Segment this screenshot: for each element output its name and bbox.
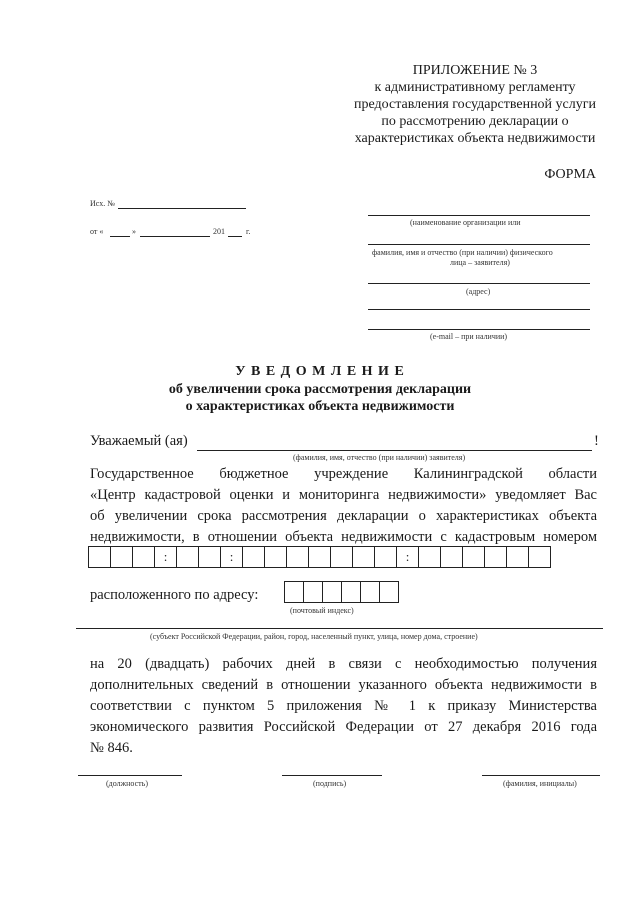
date-year-field[interactable]: [228, 236, 242, 237]
cadastral-cell[interactable]: [352, 546, 374, 568]
appendix-line: по рассмотрению декларации о: [381, 114, 569, 129]
address-field[interactable]: [368, 283, 590, 284]
position-field[interactable]: [78, 775, 182, 776]
outgoing-ref-label: Исх. №: [90, 199, 115, 208]
postal-code-cells[interactable]: [284, 581, 399, 603]
outgoing-ref-field[interactable]: [118, 208, 246, 209]
appendix-line: предоставления государственной услуги: [354, 97, 596, 112]
postal-cell[interactable]: [303, 581, 322, 603]
signature-caption: (подпись): [313, 779, 347, 788]
applicant-caption-2: лица – заявителя): [450, 258, 510, 267]
cadastral-cell[interactable]: [242, 546, 264, 568]
address-label: расположенного по адресу:: [90, 587, 259, 603]
closing-line: на 20 (двадцать) рабочих дней в связи с необходимостью получения: [90, 656, 597, 672]
name-field[interactable]: [482, 775, 600, 776]
postal-cell[interactable]: [360, 581, 379, 603]
appendix-line: характеристиках объекта недвижимости: [354, 131, 596, 146]
closing-line: соответствии с пунктом 5 приложения № 1 к приказу Министерства: [90, 698, 597, 714]
email-caption: (e-mail – при наличии): [430, 332, 508, 341]
cadastral-cell[interactable]: [132, 546, 154, 568]
cadastral-separator: :: [220, 546, 242, 568]
address-field-2[interactable]: [368, 309, 590, 310]
closing-paragraph: [90, 654, 597, 759]
address-caption: (адрес): [466, 287, 491, 296]
cadastral-cell[interactable]: [374, 546, 396, 568]
appendix-line: к административному регламенту: [374, 80, 576, 95]
greeting-name-field[interactable]: [197, 450, 592, 451]
body-line: об увеличении срока рассмотрения декларации о характеристиках объекта: [90, 508, 597, 524]
date-day-field[interactable]: [110, 236, 130, 237]
greeting-label: Уважаемый (ая): [90, 433, 188, 449]
cadastral-cell[interactable]: [88, 546, 110, 568]
form-label: ФОРМА: [544, 167, 596, 182]
body-line: недвижимости, в отношении объекта недвижимости с кадастровым номером: [90, 529, 597, 545]
date-prefix: от «: [90, 227, 104, 236]
cadastral-cell[interactable]: [110, 546, 132, 568]
postal-cell[interactable]: [284, 581, 303, 603]
notice-title: У В Е Д О М Л Е Н И Е: [235, 364, 405, 379]
cadastral-cell[interactable]: [330, 546, 352, 568]
greeting-exclaim: !: [594, 433, 599, 449]
cadastral-cell[interactable]: [528, 546, 551, 568]
notice-subtitle-1: об увеличении срока рассмотрения декларации: [168, 382, 472, 397]
appendix-number: ПРИЛОЖЕНИЕ № 3: [412, 63, 538, 78]
signature-field[interactable]: [282, 775, 382, 776]
date-suffix: г.: [246, 227, 251, 236]
org-caption: (наименование организации или: [410, 218, 521, 227]
cadastral-cell[interactable]: [462, 546, 484, 568]
postal-caption: (почтовый индекс): [290, 606, 354, 615]
date-mid: »: [132, 227, 136, 236]
cadastral-cell[interactable]: [506, 546, 528, 568]
cadastral-cell[interactable]: [286, 546, 308, 568]
cadastral-cell[interactable]: [440, 546, 462, 568]
postal-cell[interactable]: [341, 581, 360, 603]
email-field[interactable]: [368, 329, 590, 330]
applicant-caption-1: фамилия, имя и отчество (при наличии) физического: [372, 248, 553, 257]
postal-cell[interactable]: [322, 581, 341, 603]
name-caption: (фамилия, инициалы): [503, 779, 577, 788]
position-caption: (должность): [106, 779, 148, 788]
org-name-field[interactable]: [368, 215, 590, 216]
cadastral-cell[interactable]: [308, 546, 330, 568]
date-year: 201: [213, 227, 225, 236]
closing-line: дополнительных сведений в отношении указанного объекта недвижимости в: [90, 677, 597, 693]
body-paragraph: [90, 464, 597, 548]
cadastral-cell[interactable]: [198, 546, 220, 568]
applicant-name-field[interactable]: [368, 244, 590, 245]
cadastral-number-cells[interactable]: [88, 546, 551, 568]
postal-cell[interactable]: [379, 581, 399, 603]
greeting-caption: (фамилия, имя, отчество (при наличии) заявителя): [293, 453, 466, 462]
cadastral-separator: :: [396, 546, 418, 568]
notice-subtitle-2: о характеристиках объекта недвижимости: [185, 399, 455, 414]
appendix-block: [354, 62, 596, 147]
cadastral-cell[interactable]: [484, 546, 506, 568]
full-address-field[interactable]: [76, 628, 603, 629]
closing-line: экономического развития Российской Федерации от 27 декабря 2016 года: [90, 719, 597, 735]
date-month-field[interactable]: [140, 236, 210, 237]
full-address-caption: (субъект Российской Федерации, район, город, населенный пункт, улица, номер дома, строение): [150, 632, 478, 641]
cadastral-cell[interactable]: [176, 546, 198, 568]
cadastral-cell[interactable]: [418, 546, 440, 568]
body-line: «Центр кадастровой оценки и мониторинга недвижимости» уведомляет Вас: [90, 487, 597, 503]
closing-line: № 846.: [90, 740, 133, 756]
cadastral-separator: :: [154, 546, 176, 568]
body-line: Государственное бюджетное учреждение Калининградской области: [90, 466, 597, 482]
cadastral-cell[interactable]: [264, 546, 286, 568]
